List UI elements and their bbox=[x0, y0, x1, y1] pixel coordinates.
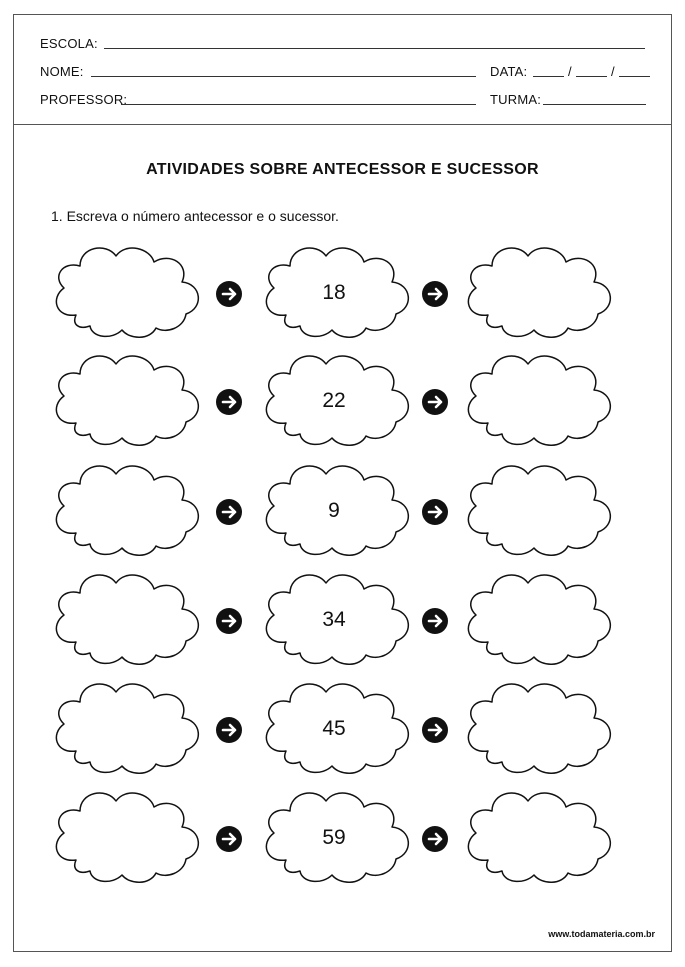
given-number: 18 bbox=[322, 281, 346, 304]
arrow-right-icon bbox=[422, 389, 448, 415]
antecessor-cloud[interactable] bbox=[56, 793, 198, 882]
escola-label: ESCOLA: bbox=[40, 36, 98, 51]
antecessor-cloud[interactable] bbox=[56, 248, 198, 337]
sucessor-cloud[interactable] bbox=[468, 575, 610, 664]
arrow-right-icon bbox=[422, 499, 448, 525]
given-number: 34 bbox=[322, 608, 346, 631]
sucessor-cloud[interactable] bbox=[468, 466, 610, 555]
professor-label: PROFESSOR: bbox=[40, 92, 128, 107]
antecessor-cloud[interactable] bbox=[56, 684, 198, 773]
arrow-right-icon bbox=[216, 281, 242, 307]
sucessor-cloud[interactable] bbox=[468, 684, 610, 773]
page-title: ATIVIDADES SOBRE ANTECESSOR E SUCESSOR bbox=[146, 161, 539, 178]
antecessor-cloud[interactable] bbox=[56, 356, 198, 445]
arrow-right-icon bbox=[422, 717, 448, 743]
given-number: 45 bbox=[322, 717, 346, 740]
exercise-row bbox=[56, 793, 610, 882]
exercise-row bbox=[56, 466, 610, 555]
given-number: 22 bbox=[322, 389, 346, 412]
footer-url: www.todamateria.com.br bbox=[548, 929, 655, 939]
given-number: 59 bbox=[322, 826, 346, 849]
arrow-right-icon bbox=[422, 826, 448, 852]
given-number: 9 bbox=[328, 499, 340, 522]
instruction-text: 1. Escreva o número antecessor e o sucessor. bbox=[51, 208, 339, 224]
arrow-right-icon bbox=[216, 389, 242, 415]
sucessor-cloud[interactable] bbox=[468, 248, 610, 337]
header-form: ESCOLA: NOME: DATA: / / PROFESSOR: TURMA: bbox=[14, 15, 671, 125]
arrow-right-icon bbox=[216, 499, 242, 525]
arrow-right-icon bbox=[216, 717, 242, 743]
arrow-right-icon bbox=[216, 826, 242, 852]
turma-label: TURMA: bbox=[490, 92, 542, 107]
antecessor-cloud[interactable] bbox=[56, 575, 198, 664]
arrow-right-icon bbox=[422, 608, 448, 634]
data-label: DATA: bbox=[490, 64, 528, 79]
antecessor-cloud[interactable] bbox=[56, 466, 198, 555]
arrow-right-icon bbox=[422, 281, 448, 307]
arrow-right-icon bbox=[216, 608, 242, 634]
exercise-row bbox=[56, 684, 610, 773]
exercise-row bbox=[56, 356, 610, 445]
sucessor-cloud[interactable] bbox=[468, 356, 610, 445]
exercise-row bbox=[56, 575, 610, 664]
sucessor-cloud[interactable] bbox=[468, 793, 610, 882]
nome-label: NOME: bbox=[40, 64, 84, 79]
exercise-row bbox=[56, 248, 610, 337]
